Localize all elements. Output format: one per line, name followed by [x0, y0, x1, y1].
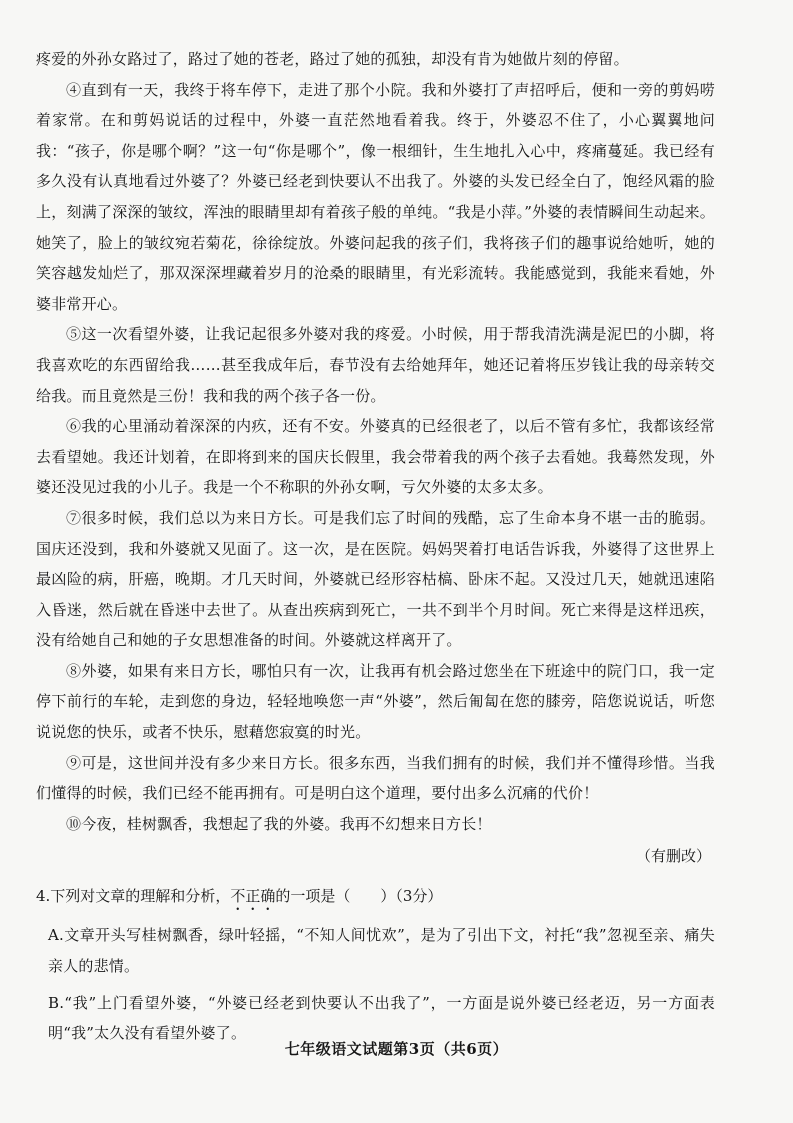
page-footer: 七年级语文试题第3页（共6页）: [284, 1040, 509, 1058]
question-4-option-a: A.文章开头写桂树飘香，绿叶轻摇，“不知人间忧欢”，是为了引出下文，衬托“我”忽视至亲、痛失亲人的悲情。: [48, 926, 715, 976]
passage-paragraph-6: ⑥我的心里涌动着深深的内疚，还有不安。外婆真的已经很老了，以后不管有多忙，我都该经常去看望她。我还计划着，在即将到来的国庆长假里，我会带着我的两个孩子去看她。我蓦然发现，外婆还没见过我的小儿子。我是一个不称职的外孙女啊，亏欠外婆的太多太多。: [36, 417, 715, 497]
passage-paragraph-10: ⑩今夜，桂树飘香，我想起了我的外婆。我再不幻想来日方长！: [66, 814, 492, 833]
passage-paragraph-8: ⑧外婆，如果有来日方长，哪怕只有一次，让我再有机会路过您坐在下班途中的院门口，我一定停下前行的车轮，走到您的身边，轻轻地唤您一声“外婆”，然后匍匐在您的膝旁，陪您说说话，听您说说您的快乐，或者不快乐，慰藉您寂寞的时光。: [36, 661, 715, 742]
question-4-emphasis: 不正确: [230, 887, 276, 906]
question-4-option-b: B.“我”上门看望外婆，“外婆已经老到快要认不出我了”，一方面是说外婆已经老迈，另一方面表明“我”太久没有看望外婆了。: [48, 993, 715, 1043]
passage-paragraph-continuation: 疼爱的外孙女路过了，路过了她的苍老，路过了她的孤独，却没有肯为她做片刻的停留。: [36, 50, 629, 68]
passage-paragraph-7: ⑦很多时候，我们总以为来日方长。可是我们忘了时间的残酷，忘了生命本身不堪一击的脆弱。国庆还没到，我和外婆就又见面了。这一次，是在医院。妈妈哭着打电话告诉我，外婆得了这世界上最凶险的病，肝癌，晚期。才几天时间，外婆就已经形容枯槁、卧床不起。又没过几天，她就迅速陷入昏迷，然后就在昏迷中去世了。从查出疾病到死亡，一共不到半个月时间。死亡来得是这样迅疾，没有给她自己和她的子女思想准备的时间。外婆就这样离开了。: [36, 508, 715, 650]
passage-paragraph-9: ⑨可是，这世间并没有多少来日方长。很多东西，当我们拥有的时候，我们并不懂得珍惜。当我们懂得的时候，我们已经不能再拥有。可是明白这个道理，要付出多么沉痛的代价！: [36, 753, 715, 803]
source-note: （有删改）: [635, 847, 711, 866]
question-4: [36, 881, 715, 1048]
passage-paragraph-5: ⑤这一次看望外婆，让我记起很多外婆对我的疼爱。小时候，用于帮我清洗满是泥巴的小脚，将我喜欢吃的东西留给我……甚至我成年后，春节没有去给她拜年，她还记着将压岁钱让我的母亲转交给我。而且竟然是三份！我和我的两个孩子各一份。: [36, 325, 715, 405]
passage-paragraph-4: ④直到有一天，我终于将车停下，走进了那个小院。我和外婆打了声招呼后，便和一旁的剪妈唠着家常。在和剪妈说话的过程中，外婆一直茫然地看着我。终于，外婆忍不住了，小心翼翼地问我：“孩子，你是哪个啊？”这一句“你是哪个”，像一根细针，生生地扎入心中，疼痛蔓延。我已经有多久没有认真地看过外婆了？外婆已经老到快要认不出我了。外婆的头发已经全白了，饱经风霜的脸上，刻满了深深的皱纹，浑浊的眼睛里却有着孩子般的单纯。“我是小萍。”外婆的表情瞬间生动起来。她笑了，脸上的皱纹宛若菊花，徐徐绽放。外婆问起我的孩子们，我将孩子们的趣事说给她听，她的笑容越发灿烂了，那双深深埋藏着岁月的沧桑的眼睛里，有光彩流转。我能感觉到，我能来看她，外婆非常开心。: [36, 80, 715, 313]
question-4-stem-end: 的一项是（ ）（3分）: [275, 887, 443, 906]
question-4-stem-start: 4.下列对文章的理解和分析，: [36, 887, 231, 906]
question-4-stem: [36, 881, 715, 914]
